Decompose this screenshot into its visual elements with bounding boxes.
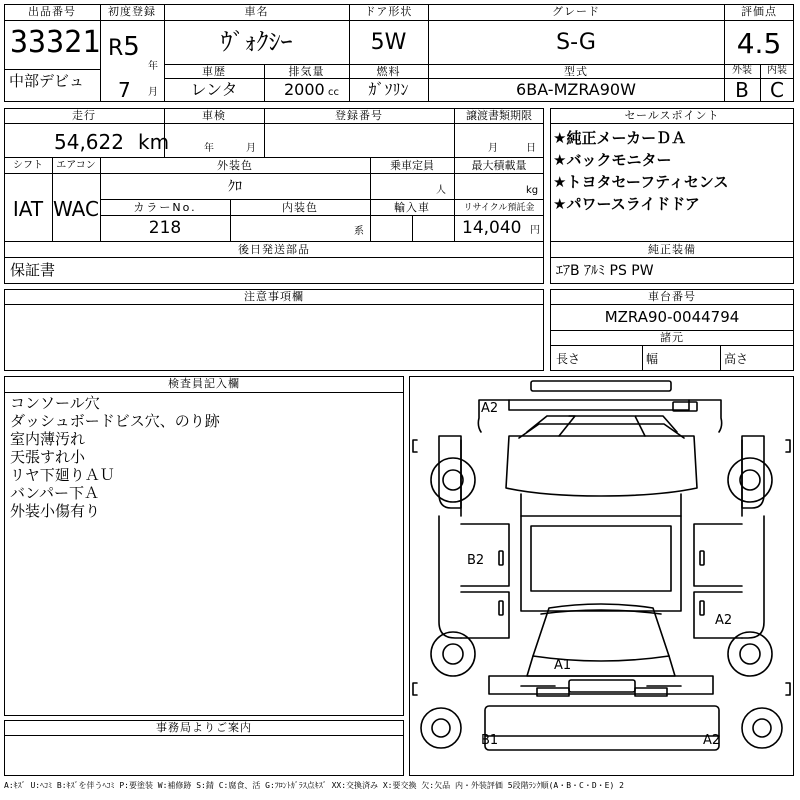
later-parts-header: 後日発送部品: [238, 243, 310, 256]
recycle-header: リサイクル預託金: [463, 203, 535, 213]
first-reg-year-unit: 年: [148, 61, 158, 72]
door-header: ドア形状: [364, 5, 413, 18]
int-color-header: 内装色: [282, 201, 318, 214]
divider: [412, 215, 413, 241]
aircon-header: エアコン: [56, 160, 96, 171]
sales-point-3: ★トヨタセーフティセンス: [553, 173, 729, 191]
displacement-unit: cc: [328, 87, 339, 98]
damage-mark: B2: [467, 553, 485, 568]
genuine-header: 純正装備: [648, 243, 696, 256]
divider: [4, 69, 100, 70]
inspection-header: 車検: [202, 109, 226, 122]
divider: [4, 257, 544, 258]
registration-header: 登録番号: [335, 109, 383, 122]
int-score-header: 内装: [767, 65, 787, 76]
inspector-line-5: リヤ下廻りＡＵ: [10, 466, 115, 484]
lot-header: 出品番号: [28, 5, 76, 18]
model-header: 型式: [564, 65, 588, 78]
recycle-unit: 円: [530, 225, 540, 236]
divider: [164, 64, 724, 65]
first-reg-month-unit: 月: [148, 87, 158, 98]
chassis-value: MZRA90-0044794: [604, 308, 740, 326]
spec-height: 高さ: [724, 352, 749, 366]
import-header: 輸入車: [394, 201, 430, 214]
later-parts-value: 保証書: [10, 261, 56, 279]
first-reg-header: 初度登録: [108, 5, 156, 18]
ext-score: B: [735, 78, 749, 102]
sales-point-4: ★パワースライドドア: [553, 195, 700, 213]
recycle-value: 14,040: [462, 218, 522, 238]
ext-color-value: ｸﾛ: [228, 179, 242, 195]
lot-number: 33321: [10, 25, 101, 60]
history-header: 車歴: [202, 65, 226, 78]
grade-value: S-G: [556, 30, 596, 55]
first-reg-month: 7: [118, 78, 131, 102]
spec-width: 幅: [646, 352, 659, 366]
shift-value: IAT: [12, 197, 44, 221]
ext-color-header: 外装色: [217, 159, 253, 172]
shift-header: シフト: [13, 160, 43, 171]
car-name-header: 車名: [244, 5, 269, 18]
mileage-value: 54,622: [54, 130, 124, 154]
divider: [550, 257, 794, 258]
divider: [4, 392, 404, 393]
damage-mark: A2: [715, 613, 733, 628]
divider: [4, 20, 794, 21]
divider: [4, 173, 544, 174]
load-unit: kg: [526, 185, 539, 196]
score-value: 4.5: [736, 27, 782, 60]
divider: [4, 735, 404, 736]
car-name: ｳﾞｫｸｼｰ: [220, 28, 293, 56]
spec-length: 長さ: [556, 352, 581, 366]
inspector-line-6: バンパー下Ａ: [10, 484, 99, 502]
divider: [642, 345, 643, 371]
notes-header: 注意事項欄: [244, 290, 304, 303]
divider: [164, 78, 724, 79]
color-no-value: 218: [148, 218, 182, 238]
ext-score-header: 外装: [732, 65, 752, 76]
damage-mark: A2: [481, 401, 499, 416]
sales-point-1: ★純正メーカーＤＡ: [553, 129, 687, 147]
divider: [550, 304, 794, 305]
capacity-header: 乗車定員: [390, 159, 434, 172]
divider: [100, 215, 544, 216]
divider: [550, 345, 794, 346]
damage-mark: A1: [554, 658, 572, 673]
inspector-line-3: 室内薄汚れ: [10, 430, 86, 448]
debut-label: 中部デビュ: [9, 72, 85, 90]
capacity-unit: 人: [436, 185, 446, 196]
score-header: 評価点: [741, 5, 777, 18]
mileage-unit: km: [138, 130, 170, 154]
divider: [4, 304, 544, 305]
divider: [4, 157, 544, 158]
divider: [100, 199, 544, 200]
first-reg-era: R5: [108, 32, 140, 62]
int-color-unit: 系: [354, 226, 364, 237]
fuel-value: ｶﾞｿﾘﾝ: [368, 80, 409, 99]
genuine-value: ｴｱB ｱﾙﾐ PS PW: [556, 263, 654, 279]
specs-header: 諸元: [660, 331, 684, 344]
inspection-year-unit: 年: [204, 143, 214, 154]
door-value: 5W: [370, 30, 407, 55]
model-value: 6BA-MZRA90W: [516, 80, 636, 99]
transfer-month-unit: 月: [488, 143, 498, 154]
transfer-day-unit: 日: [526, 143, 536, 154]
damage-mark: B1: [481, 733, 499, 748]
displacement-header: 排気量: [288, 65, 325, 78]
color-no-header: カラーNo.: [133, 201, 197, 214]
inspector-line-1: コンソール穴: [10, 394, 100, 412]
grade-header: グレード: [552, 5, 600, 18]
car-diagram: [409, 376, 794, 776]
fuel-header: 燃料: [376, 65, 401, 78]
mileage-header: 走行: [72, 109, 96, 122]
inspector-line-4: 天張すれ小: [10, 448, 86, 466]
displacement-value: 2000: [284, 80, 325, 99]
divider: [4, 123, 544, 124]
office-header: 事務局よりご案内: [156, 721, 252, 734]
legend: A:ｷｽﾞ U:ﾍｺﾐ B:ｷｽﾞを伴うﾍｺﾐ P:要塗装 W:補修跡 S:錆 C:腐食、活 G:ﾌﾛﾝﾄｶﾞﾗｽ点ｷｽﾞ XX:交換済み X:要交換 欠:欠品 内・外装評価 5段階ﾗﾝｸ順(A・B・C・D・E) 2: [4, 781, 624, 790]
sales-point-2: ★バックモニター: [553, 151, 672, 169]
divider: [720, 345, 721, 371]
divider: [550, 123, 794, 124]
inspector-line-7: 外装小傷有り: [10, 502, 101, 520]
aircon-value: WAC: [53, 197, 99, 221]
divider: [4, 241, 544, 242]
chassis-header: 車台番号: [648, 290, 696, 303]
int-score: C: [770, 78, 784, 102]
damage-mark: A2: [703, 733, 721, 748]
sales-points-header: セールスポイント: [624, 109, 720, 122]
inspector-header: 検査員記入欄: [168, 377, 240, 390]
inspector-line-2: ダッシュボードビス穴、のり跡: [10, 412, 220, 430]
load-header: 最大積載量: [471, 159, 527, 172]
history-value: レンタ: [190, 80, 238, 99]
inspection-month-unit: 月: [246, 143, 256, 154]
transfer-header: 譲渡書類期限: [466, 109, 532, 122]
